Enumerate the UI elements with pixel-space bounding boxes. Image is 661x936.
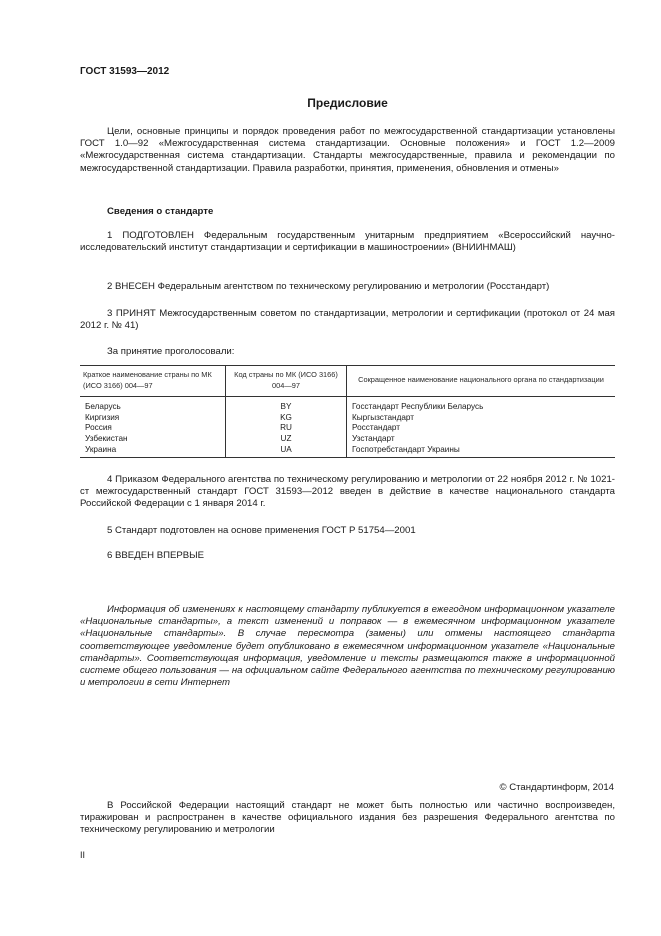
body-cell: Госстандарт Республики Беларусь (352, 402, 484, 412)
body-cell: Госпотребстандарт Украины (347, 445, 616, 458)
copyright-notice: © Стандартинформ, 2014 (499, 782, 614, 793)
voted-label: За принятие проголосовали: (107, 346, 235, 357)
country-cell: Узбекистан (80, 434, 226, 445)
country-cell: Беларусь (80, 397, 226, 413)
code-cell: KG (226, 413, 347, 424)
changes-notice: Информация об изменениях к настоящему стандарту публикуется в ежегодном информационном указателе «Национальные стандарты», а текст изменений и поправок — в ежемесячном информационном указателе «Национальные стандарты». В случае пересмотра (замены) или отмены настоящего стандарта соответствующее уведомление будет опубликовано в ежемесячном информационном указателе «Национальные стандарты». Соответствующая информация, уведомление и тексты размещаются также в информационной системе общего пользования — на официальном сайте Федерального агентства по техническому регулированию и метрологии в сети Интернет (80, 604, 615, 689)
table-row (80, 397, 615, 413)
info-item-3: 3 ПРИНЯТ Межгосударственным советом по стандартизации, метрологии и сертификации (протокол от 24 мая 2012 г. № 41) (80, 308, 615, 332)
votes-table (80, 365, 615, 458)
country-cell: Россия (80, 423, 226, 434)
table-row (80, 413, 615, 424)
info-item-1: 1 ПОДГОТОВЛЕН Федеральным государственным унитарным предприятием «Всероссийский научно-исследовательский институт стандартизации и сертификации в машиностроении» (ВНИИНМАШ) (80, 230, 615, 254)
reproduction-notice: В Российской Федерации настоящий стандарт не может быть полностью или частично воспроизведен, тиражирован и распространен в качестве официального издания без разрешения Федерального агентства по техническому регулированию и метрологии (80, 800, 615, 836)
table-row (80, 445, 615, 458)
section-heading: Сведения о стандарте (107, 206, 214, 217)
info-item-4: 4 Приказом Федерального агентства по техническому регулированию и метрологии от 22 ноября 2012 г. № 1021-ст межгосударственный стандарт ГОСТ 31593—2012 введен в действие в качестве национального стандарта Российской Федерации с 1 января 2014 г. (80, 474, 615, 510)
table-header-row (80, 366, 615, 397)
page-title: Предисловие (307, 96, 388, 110)
body-cell: Кыргызстандарт (352, 412, 415, 422)
document-header: ГОСТ 31593—2012 (80, 66, 170, 77)
table-row (80, 434, 615, 445)
country-cell: Украина (80, 445, 226, 458)
code-cell: UZ (226, 434, 347, 445)
page-number: II (80, 850, 86, 860)
body-cell: Росстандарт (352, 423, 401, 433)
intro-paragraph: Цели, основные принципы и порядок проведения работ по межгосударственной стандартизации установлены ГОСТ 1.0—92 «Межгосударственная система стандартизации. Основные положения» и ГОСТ 1.2—2009 «Межгосударственная система стандартизации. Стандарты межгосударственные, правила и рекомендации по межгосударственной стандартизации. Правила разработки, принятия, применения, обновления и отмены» (80, 126, 615, 174)
code-cell: UA (226, 445, 347, 458)
info-item-2: 2 ВНЕСЕН Федеральным агентством по техническому регулированию и метрологии (Росстандарт) (107, 281, 550, 292)
column-header-country: Краткое наименование страны по МК (ИСО 3166) 004—97 (80, 366, 226, 397)
body-cell: Узстандарт (352, 433, 395, 443)
country-cell: Киргизия (80, 413, 226, 424)
info-item-5: 5 Стандарт подготовлен на основе применения ГОСТ Р 51754—2001 (107, 525, 416, 536)
code-cell: BY (226, 397, 347, 413)
column-header-body: Сокращенное наименование национального органа по стандартизации (347, 366, 616, 397)
table-row (80, 423, 615, 434)
info-item-6: 6 ВВЕДЕН ВПЕРВЫЕ (107, 550, 205, 561)
code-cell: RU (226, 423, 347, 434)
column-header-code: Код страны по МК (ИСО 3166) 004—97 (226, 366, 347, 397)
